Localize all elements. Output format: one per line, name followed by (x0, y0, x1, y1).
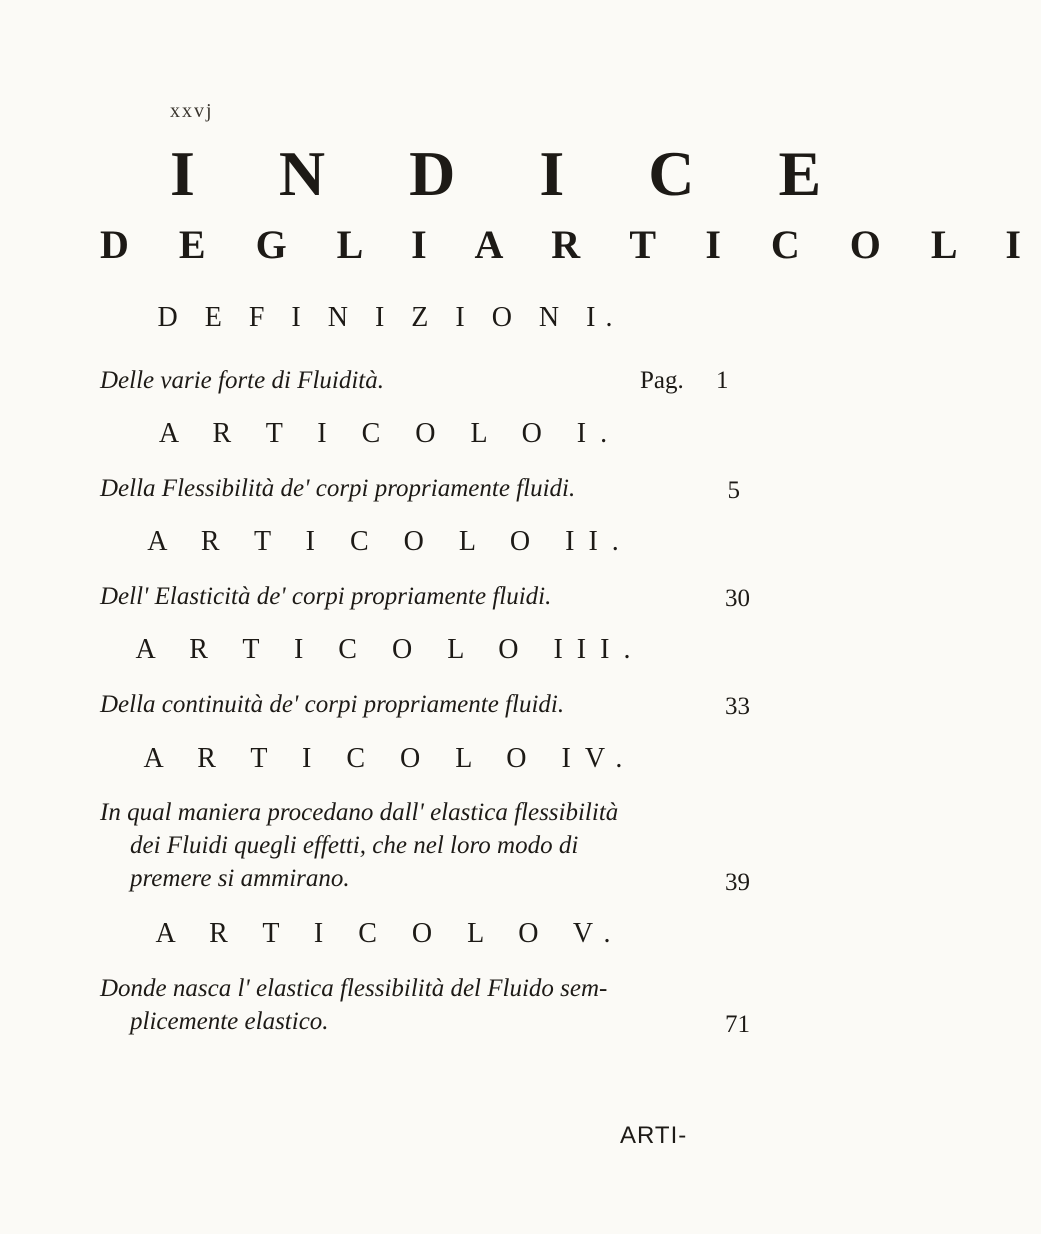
article-heading-3: A R T I C O L O III. (135, 634, 645, 665)
toc-page-number: 1 (716, 367, 729, 394)
toc-entry-4 (100, 796, 710, 895)
catchword: ARTI- (620, 1122, 688, 1149)
toc-entry-line: premere si ammirano. (130, 865, 350, 892)
article-heading-1: A R T I C O L O I. (158, 418, 622, 449)
toc-entry-1 (100, 472, 710, 505)
toc-entry-line: In qual maniera procedano dall' elastica flessibilità (100, 799, 619, 826)
toc-page-label: Pag. (640, 367, 684, 394)
toc-page-number: 33 (725, 693, 750, 720)
toc-entry-text: Dell' Elasticità de' corpi propriamente fluidi. (100, 583, 552, 610)
toc-entry-5 (100, 972, 710, 1038)
toc-entry-text: Delle varie forte di Fluidità. (100, 367, 384, 394)
page-title: I N D I C E (170, 138, 856, 209)
toc-page-number: 71 (725, 1011, 750, 1038)
toc-entry-2 (100, 580, 710, 613)
toc-page-number: 5 (727, 477, 740, 504)
toc-page-number: 39 (725, 869, 750, 896)
toc-page-number: 30 (725, 585, 750, 612)
article-heading-5: A R T I C O L O V. (155, 918, 625, 949)
page-subtitle: D E G L I A R T I C O L I (100, 222, 1041, 267)
article-heading-2: A R T I C O L O II. (147, 526, 633, 557)
toc-entry-line: dei Fluidi quegli effetti, che nel loro modo di (130, 832, 579, 859)
toc-entry-text: Della Flessibilità de' corpi propriamente fluidi. (100, 475, 576, 502)
article-heading-4: A R T I C O L O IV. (143, 743, 637, 774)
toc-entry-line: plicemente elastico. (130, 1008, 329, 1035)
toc-entry-definitions (100, 364, 710, 397)
definitions-heading: D E F I N I Z I O N I. (157, 302, 623, 333)
toc-entry-line: Donde nasca l' elastica flessibilità del Fluido sem- (100, 975, 608, 1002)
page-number: xxvj (170, 100, 214, 122)
toc-entry-text: Della continuità de' corpi propriamente fluidi. (100, 691, 565, 718)
toc-entry-3 (100, 688, 710, 721)
